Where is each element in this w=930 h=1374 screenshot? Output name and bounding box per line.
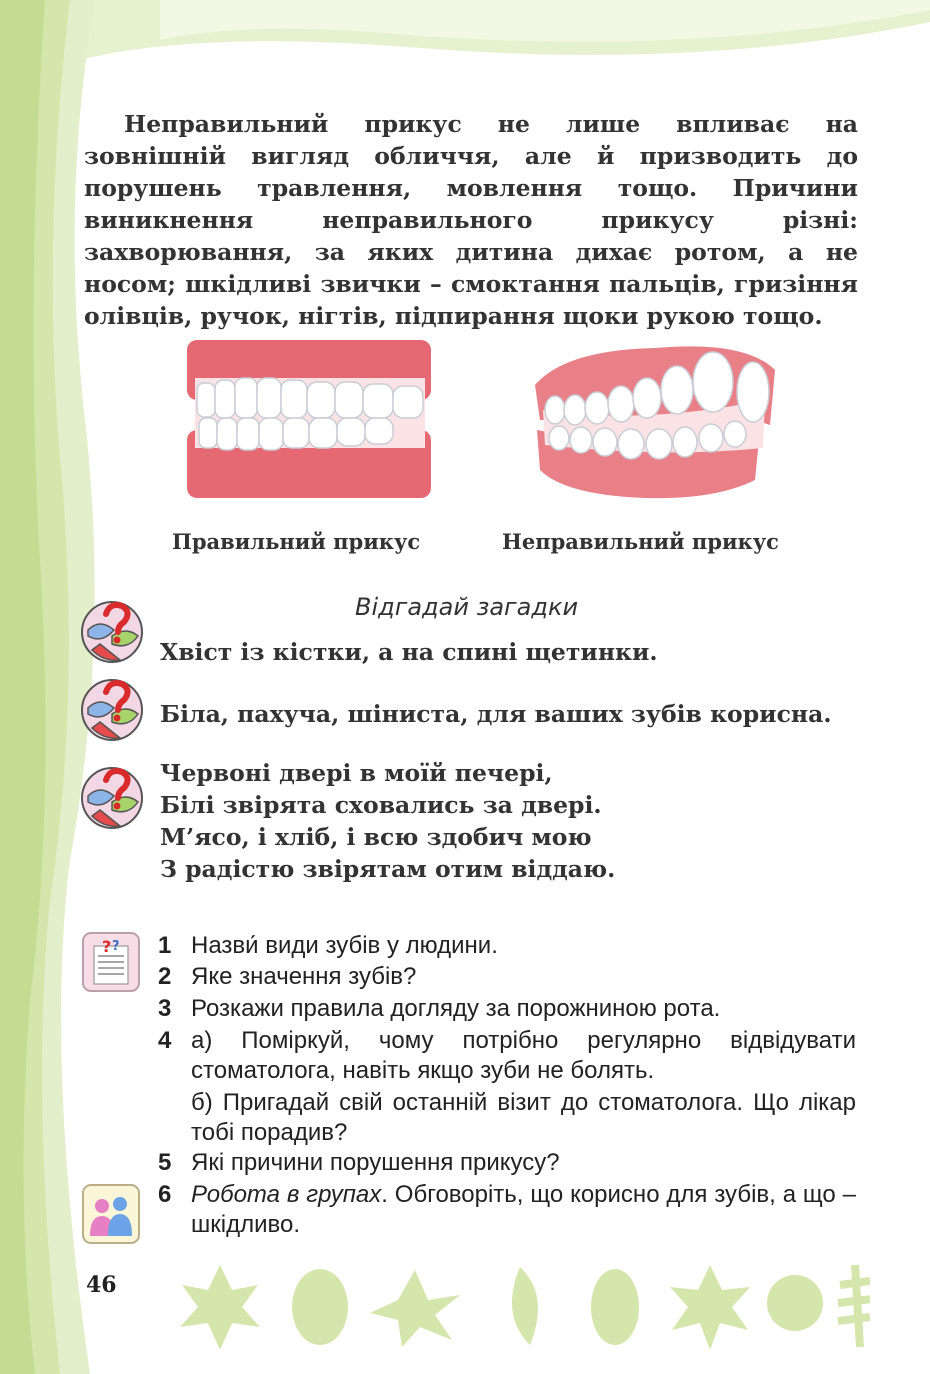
riddle-line: З радістю звірятам отим віддаю. (160, 855, 616, 883)
question-number: 4 (158, 1027, 172, 1054)
correct-bite-illustration (185, 338, 435, 503)
incorrect-bite-illustration (525, 330, 785, 505)
riddle-line: Червоні двері в моїй печері, (160, 759, 553, 787)
question-number: 5 (158, 1149, 172, 1176)
riddle-icon (80, 678, 144, 742)
question-2 (158, 962, 858, 992)
riddle-line: Хвіст із кістки, а на спині щетинки. (160, 638, 658, 666)
riddles-title: Відгадай загадки (355, 593, 579, 621)
question-text: а) Поміркуй, чому потрібно регулярно відвідувати стоматолога, навіть якщо зуби не болять. (191, 1027, 856, 1084)
svg-text:?: ? (102, 937, 112, 956)
question-number: 1 (158, 932, 172, 959)
top-decoration (0, 0, 930, 70)
riddle-1 (160, 636, 658, 668)
questions-icon (82, 932, 140, 992)
question-5 (158, 1148, 858, 1178)
question-subtext: б) Пригадай свій останній візит до стоматолога. Що лікар тобі порадив? (191, 1089, 856, 1146)
intro-paragraph: Неправильний прикус не лише впливає на зовнішній вигляд обличчя, але й призводить до порушень травлення, мовлення тощо. Причини виникнення неправильного прикусу різні: захворювання, за яких дитина дихає ротом, а не носом; шкідливі звички – смоктання пальців, гризіння олівців, ручок, нігтів, підпирання щоки рукою тощо. (84, 109, 858, 330)
riddle-icon (80, 600, 144, 664)
leaves-decoration (170, 1255, 870, 1355)
question-text: Які причини порушення прикусу? (191, 1149, 560, 1176)
page-number: 46 (86, 1272, 117, 1298)
correct-bite-caption: Правильний прикус (172, 529, 421, 554)
question-3 (158, 994, 858, 1024)
question-number: 3 (158, 995, 172, 1022)
incorrect-bite-caption: Неправильний прикус (502, 529, 779, 554)
question-italic: Робота в групах (191, 1181, 382, 1208)
svg-text:?: ? (112, 939, 120, 954)
question-number: 6 (158, 1181, 172, 1208)
question-text: . Обговоріть, що корисно для зубів, а що – шкідливо. (191, 1181, 856, 1238)
question-1 (158, 931, 858, 961)
question-text: Яке значення зубів? (191, 963, 417, 990)
question-number: 2 (158, 963, 172, 990)
riddle-2 (160, 698, 832, 730)
question-4 (158, 1026, 858, 1148)
riddle-icon (80, 766, 144, 830)
group-work-icon (82, 1184, 140, 1244)
riddle-line: М’ясо, і хліб, і всю здобич мою (160, 823, 592, 851)
question-text: Назви́ види зубів у людини. (191, 932, 498, 959)
question-text: Розкажи правила догляду за порожниною рота. (191, 995, 721, 1022)
riddle-3 (160, 757, 615, 885)
question-6 (158, 1180, 858, 1240)
riddle-line: Біла, пахуча, шіниста, для ваших зубів корисна. (160, 700, 832, 728)
riddle-line: Білі звірята сховались за двері. (160, 791, 602, 819)
